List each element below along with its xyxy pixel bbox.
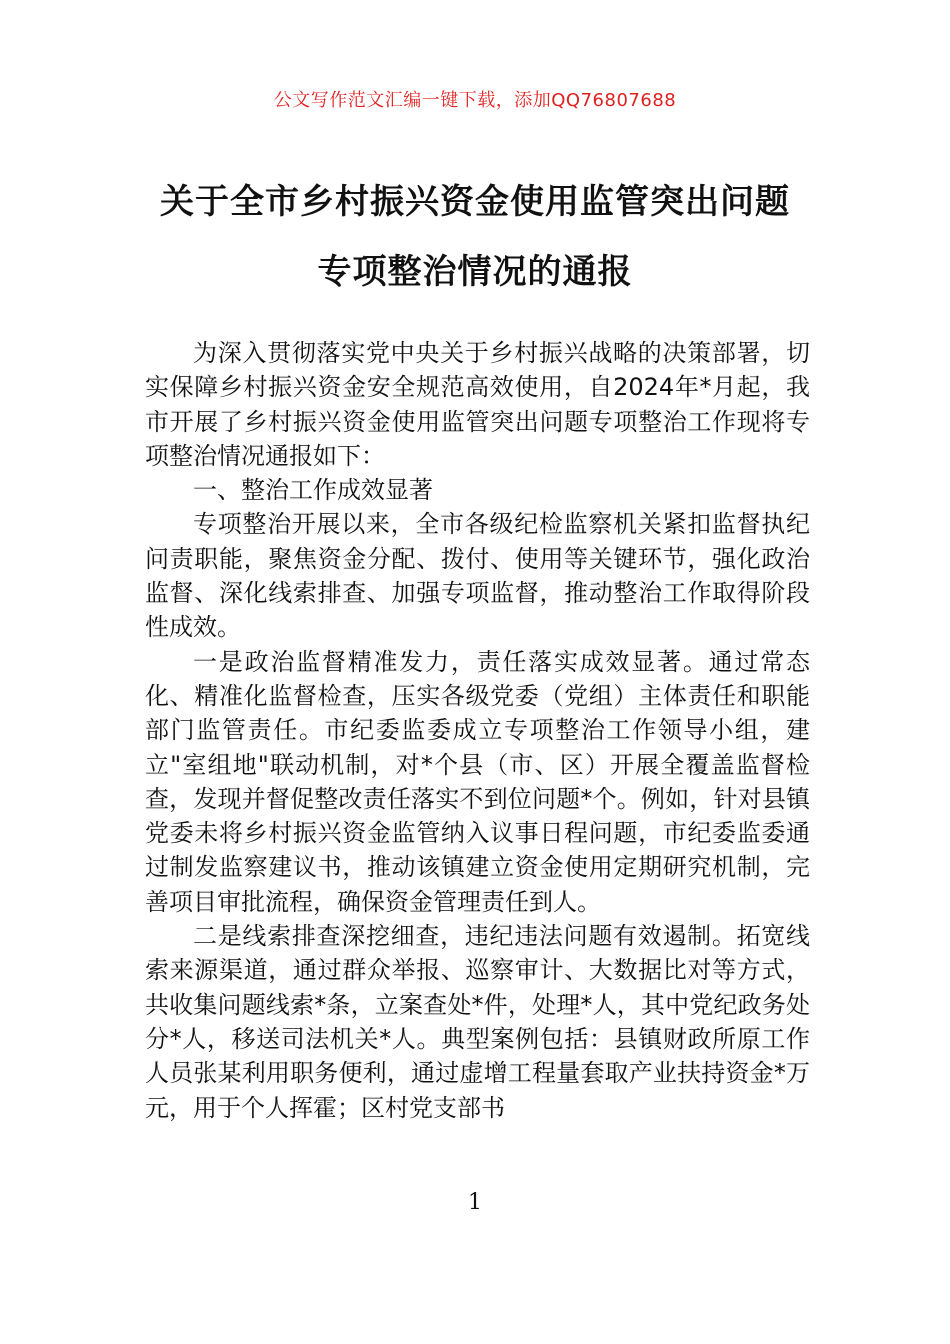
section-1-paragraph: 专项整治开展以来，全市各级纪检监察机关紧扣监督执纪问责职能，聚焦资金分配、拨付、使用等关键环节，强化政治监督、深化线索排查、加强专项监督，推动整治工作取得阶段性成效。	[145, 510, 810, 642]
point-1-paragraph: 一是政治监督精准发力，责任落实成效显著。通过常态化、精准化监督检查，压实各级党委（党组）主体责任和职能部门监管责任。市纪委监委成立专项整治工作领导小组，建立"室组地"联动机制，对*个县（市、区）开展全覆盖监督检查，发现并督促整改责任落实不到位问题*个。例如，针对县镇党委未将乡村振兴资金监管纳入议事日程问题，市纪委监委通过制发监察建议书，推动该镇建立资金使用定期研究机制，完善项目审批流程，确保资金管理责任到人。	[145, 647, 810, 916]
section-heading-1: 一、整治工作成效显著	[193, 476, 433, 505]
intro-paragraph: 为深入贯彻落实党中央关于乡村振兴战略的决策部署，切实保障乡村振兴资金安全规范高效使用，自2024年*月起，我市开展了乡村振兴资金使用监管突出问题专项整治工作现将专项整治情况通报如下：	[145, 339, 810, 470]
document-title-line-2: 专项整治情况的通报	[317, 252, 633, 292]
download-notice: 公文写作范文汇编一键下载，添加QQ76807688	[273, 90, 677, 111]
page-number: 1	[468, 1190, 482, 1215]
document-body	[145, 336, 810, 1125]
point-2-paragraph: 二是线索排查深挖细查，违纪违法问题有效遏制。拓宽线索来源渠道，通过群众举报、巡察审计、大数据比对等方式，共收集问题线索*条，立案查处*件，处理*人，其中党纪政务处分*人，移送司法机关*人。典型案例包括：县镇财政所原工作人员张某利用职务便利，通过虚增工程量套取产业扶持资金*万元，用于个人挥霍；区村党支部书	[145, 922, 810, 1122]
document-title-line-1: 关于全市乡村振兴资金使用监管突出问题	[160, 182, 790, 222]
